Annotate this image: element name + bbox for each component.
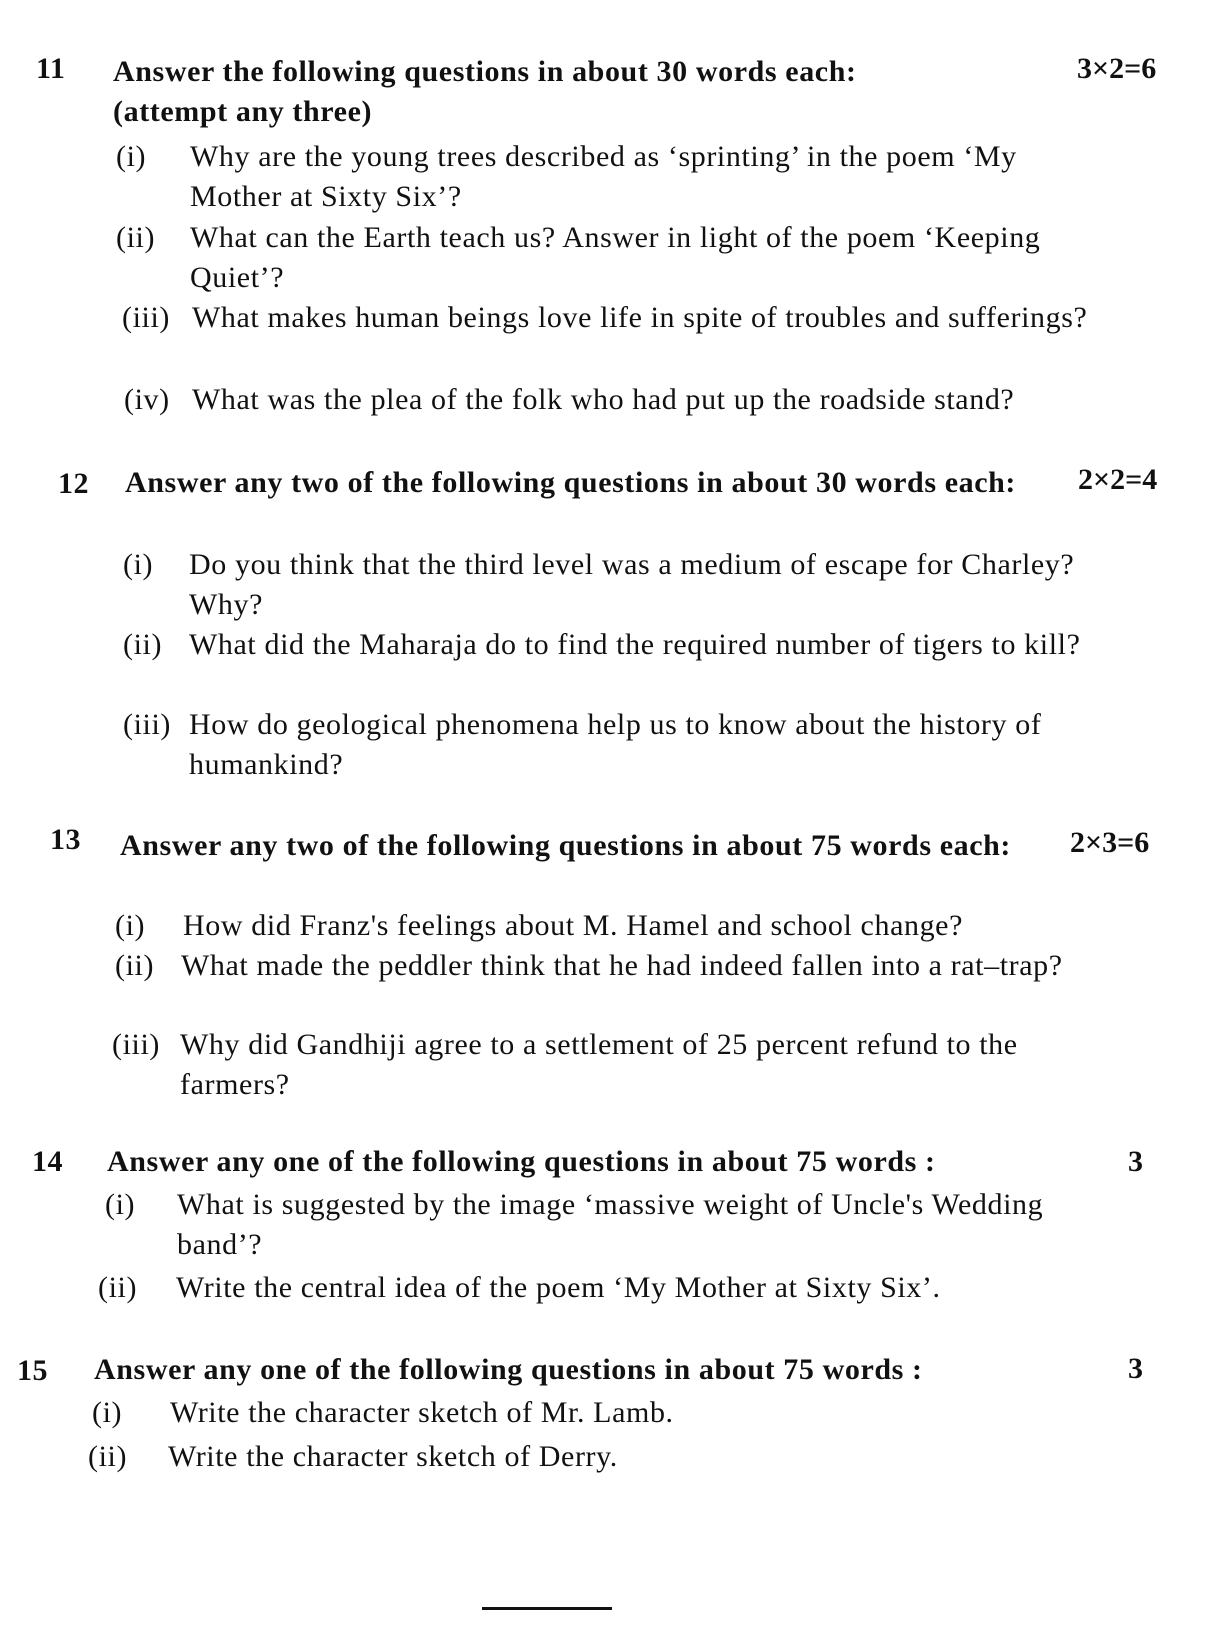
sub-question <box>116 137 1101 217</box>
sub-question <box>123 545 1108 625</box>
sub-question <box>115 946 1100 1026</box>
sub-question-text: What is suggested by the image ‘massive weight of Uncle's Wedding band’? <box>177 1188 1044 1261</box>
sub-question <box>92 1393 1077 1433</box>
sub-question <box>123 705 1108 785</box>
sub-question <box>88 1437 1073 1477</box>
sub-question <box>122 298 1107 378</box>
sub-question-text: How did Franz's feelings about M. Hamel and school change? <box>183 909 964 942</box>
sub-question <box>112 1025 1097 1105</box>
question-number: 11 <box>36 52 66 85</box>
sub-question <box>105 1185 1090 1265</box>
question-prompt: Answer any two of the following questions in about 30 words each: <box>125 466 1017 499</box>
sub-question-label: (iii) <box>122 301 170 334</box>
sub-question-label: (ii) <box>88 1440 128 1473</box>
question-marks: 2×3=6 <box>1070 826 1150 859</box>
sub-question-label: (i) <box>92 1396 123 1429</box>
sub-question-text: What makes human beings love life in spite of troubles and sufferings? <box>192 301 1088 334</box>
sub-question-label: (i) <box>105 1188 136 1221</box>
sub-question-text: Write the character sketch of Mr. Lamb. <box>170 1396 674 1429</box>
sub-question-label: (ii) <box>98 1271 138 1304</box>
sub-question-label: (i) <box>116 140 147 173</box>
end-rule <box>482 1607 612 1610</box>
question-prompt: Answer any one of the following questions in about 75 words : <box>94 1353 923 1386</box>
sub-question-label: (iii) <box>112 1028 160 1061</box>
sub-question-text: What can the Earth teach us? Answer in light of the poem ‘Keeping Quiet’? <box>190 221 1041 294</box>
question-number: 14 <box>32 1145 63 1178</box>
question-prompt: Answer the following questions in about 30 words each: (attempt any three) <box>113 55 857 128</box>
sub-question-text: Write the character sketch of Derry. <box>168 1440 618 1473</box>
sub-question-text: How do geological phenomena help us to know about the history of humankind? <box>189 708 1042 781</box>
sub-question-label: (ii) <box>115 949 155 982</box>
sub-question-text: Do you think that the third level was a medium of escape for Charley? Why? <box>189 548 1075 621</box>
sub-question-label: (ii) <box>116 221 156 254</box>
sub-question-text: Write the central idea of the poem ‘My Mother at Sixty Six’. <box>176 1271 941 1304</box>
sub-question-label: (iii) <box>123 708 171 741</box>
sub-question-label: (i) <box>123 548 154 581</box>
question-marks: 3 <box>1128 1145 1143 1178</box>
sub-question-text: Why did Gandhiji agree to a settlement of 25 percent refund to the farmers? <box>180 1028 1018 1101</box>
question-prompt: Answer any two of the following questions in about 75 words each: <box>120 829 1012 862</box>
sub-question-text: What made the peddler think that he had indeed fallen into a rat–trap? <box>181 949 1063 982</box>
sub-question <box>98 1268 1083 1308</box>
question-number: 15 <box>17 1354 48 1387</box>
sub-question <box>124 380 1109 420</box>
sub-question-label: (ii) <box>123 628 163 661</box>
question-marks: 3×2=6 <box>1077 52 1157 85</box>
sub-question-label: (iv) <box>124 383 170 416</box>
question-marks: 3 <box>1128 1352 1143 1385</box>
sub-question <box>123 625 1108 705</box>
sub-question-text: Why are the young trees described as ‘sprinting’ in the poem ‘My Mother at Sixty Six’? <box>190 140 1017 213</box>
sub-question-label: (i) <box>115 909 146 942</box>
sub-question-text: What did the Maharaja do to find the required number of tigers to kill? <box>189 628 1081 661</box>
question-marks: 2×2=4 <box>1078 463 1158 496</box>
sub-question <box>115 906 1100 946</box>
sub-question <box>116 218 1101 298</box>
question-prompt: Answer any one of the following questions in about 75 words : <box>107 1145 936 1178</box>
question-number: 13 <box>50 823 81 856</box>
question-number: 12 <box>58 467 89 500</box>
sub-question-text: What was the plea of the folk who had put up the roadside stand? <box>192 383 1015 416</box>
